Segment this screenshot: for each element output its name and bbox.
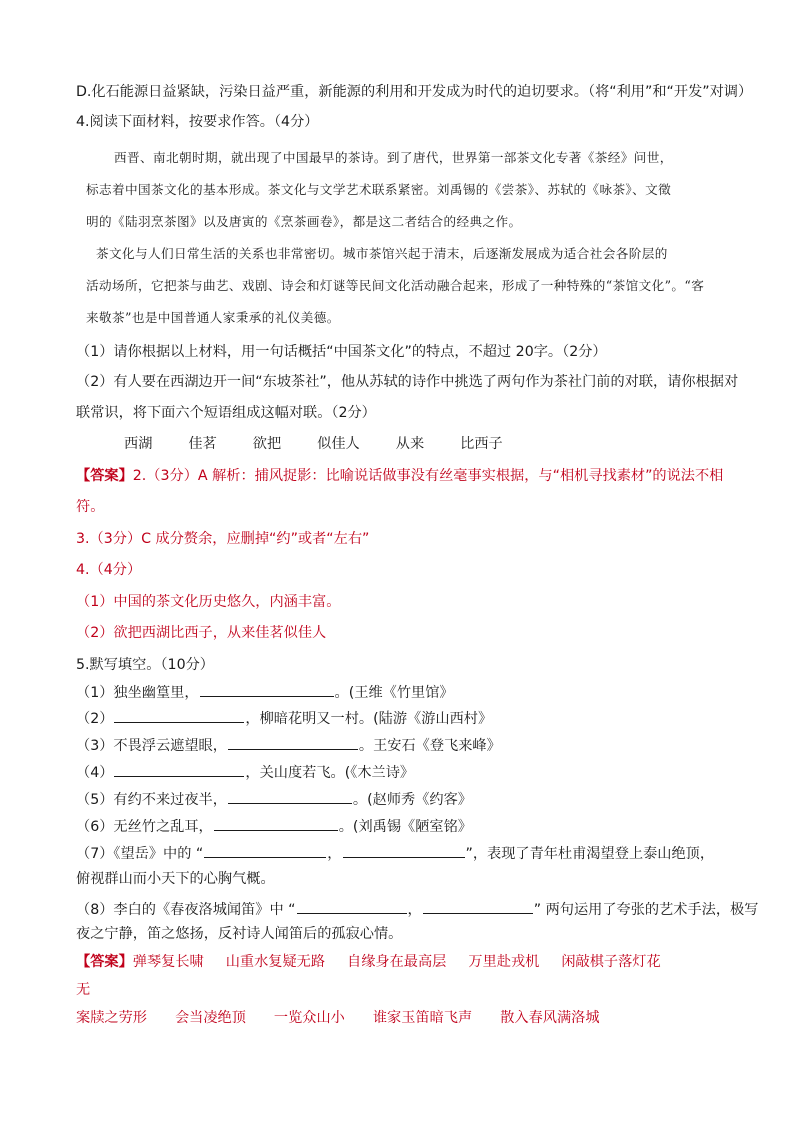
answer-item: 自缘身在最高层 [347, 954, 447, 970]
q5-title: 5.默写填空。（10分） [76, 657, 214, 673]
answer-blank[interactable] [343, 842, 465, 858]
phrase: 西湖 [124, 436, 153, 452]
q5-item-7-line2: 俯视群山而小天下的心胸气概。 [76, 871, 275, 887]
phrase: 佳茗 [188, 436, 217, 452]
phrase: 欲把 [252, 436, 282, 452]
q5-item-8-line2: 夜之宁静，笛之悠扬，反衬诗人闻笛后的孤寂心情。 [76, 926, 403, 942]
q5-item-2 [76, 707, 492, 729]
item-text: ，柳暗花明又一村。(陆游《游山西村》 [245, 711, 493, 727]
answer-q2-text: 2.（3分）A 解析：捕风捉影：比喻说话做事没有丝毫事实根据，与“相机寻找素材”的说法不相 [132, 468, 724, 484]
answer-q4-2: （2）欲把西湖比西子，从来佳茗似佳人 [76, 625, 327, 641]
answer-item: 万里赴戎机 [468, 954, 540, 970]
item-text: 。王安石《登飞来峰》 [358, 738, 501, 754]
answer-item: 山重水复疑无路 [225, 954, 326, 970]
item-text: ，关山度若飞。(《木兰诗》 [245, 765, 415, 781]
item-text: ， [407, 902, 422, 918]
item-text: （3）不畏浮云遮望眼， [76, 738, 227, 754]
material-line-1: 西晋、南北朝时期，就出现了中国最早的茶诗。到了唐代，世界第一部茶文化专著《茶经》问世， [114, 150, 673, 165]
answer-q5-row2 [76, 1008, 628, 1028]
material-line-3: 明的《陆羽烹茶图》以及唐寅的《烹茶画卷》，都是这二者结合的经典之作。 [86, 214, 522, 229]
item-text: ， [327, 846, 342, 862]
item-text: 。(刘禹锡《陋室铭》 [338, 819, 472, 835]
answer-tag: 【答案】 [76, 468, 133, 484]
answer-item: 案牍之劳形 [76, 1010, 147, 1026]
answer-q2-line1 [76, 466, 723, 486]
phrase: 似佳人 [317, 436, 360, 452]
answer-item: 闲敲棋子落灯花 [561, 954, 661, 970]
answer-q5-wrap: 无 [76, 982, 91, 998]
answer-q4-1: （1）中国的茶文化历史悠久，内涵丰富。 [76, 594, 341, 610]
answer-blank[interactable] [297, 898, 407, 914]
answer-blank[interactable] [114, 707, 244, 723]
material-line-4: 茶文化与人们日常生活的关系也非常密切。城市茶馆兴起于清末，后逐渐发展成为适合社会各阶层的 [96, 246, 668, 261]
q4-sub2-line1: （2）有人要在西湖边开一间“东坡茶社”，他从苏轼的诗作中挑选了两句作为茶社门前的对联，请你根据对 [76, 374, 739, 390]
item-text: ”，表现了青年杜甫渴望登上泰山绝顶， [465, 846, 715, 862]
item-text: ” 两句运用了夸张的艺术手法，极写 [533, 902, 759, 918]
answer-item: 谁家玉笛暗飞声 [372, 1010, 473, 1026]
answer-q2-line2: 符。 [76, 499, 105, 515]
answer-blank[interactable] [228, 788, 352, 804]
answer-item: 会当凌绝顶 [174, 1010, 246, 1026]
item-text: 。(赵师秀《约客》 [352, 792, 472, 808]
answer-blank[interactable] [228, 734, 358, 750]
q5-item-4 [76, 761, 414, 783]
answer-tag: 【答案】 [76, 954, 133, 970]
q4-sub2-line2: 联常识，将下面六个短语组成这幅对联。（2分） [76, 405, 376, 421]
q4-title: 4.阅读下面材料，按要求作答。（4分） [76, 114, 319, 130]
phrase-list [124, 434, 539, 454]
phrase: 比西子 [460, 436, 503, 452]
material-line-2: 标志着中国茶文化的基本形成。茶文化与文学艺术联系紧密。刘禹锡的《尝茶》、苏轼的《咏茶》、文徵 [86, 182, 672, 197]
answer-q5-row1 [76, 952, 683, 972]
material-line-6: 来敬茶”也是中国普通人家秉承的礼仪美德。 [86, 310, 340, 325]
item-text: （6）无丝竹之乱耳， [76, 819, 213, 835]
q5-item-7 [76, 842, 714, 864]
item-text: （5）有约不来过夜半， [76, 792, 227, 808]
answer-item: 一览众山小 [273, 1010, 345, 1026]
item-text: （2） [76, 711, 114, 727]
q1-option-d: D.化石能源日益紧缺，污染日益严重，新能源的利用和开发成为时代的迫切要求。（将“利用”和“开发”对调） [76, 84, 753, 100]
answer-blank[interactable] [423, 898, 533, 914]
answer-q3: 3.（3分）C 成分赘余，应删掉“约”或者“左右” [76, 531, 370, 547]
q5-item-3 [76, 734, 501, 756]
q5-item-1 [76, 681, 454, 703]
q5-item-5 [76, 788, 472, 810]
material-line-5: 活动场所，它把茶与曲艺、戏剧、诗会和灯谜等民间文化活动融合起来，形成了一种特殊的“茶馆文化”。“客 [86, 278, 705, 293]
item-text: （7）《望岳》中的 “ [76, 846, 204, 862]
answer-q4: 4.（4分） [76, 562, 142, 578]
item-text: （1）独坐幽篁里， [76, 685, 199, 701]
answer-blank[interactable] [114, 761, 244, 777]
answer-item: 散入春风满洛城 [500, 1010, 600, 1026]
item-text: （8）李白的《春夜洛城闻笛》中 “ [76, 902, 296, 918]
q4-sub1: （1）请你根据以上材料，用一句话概括“中国茶文化”的特点，不超过 20字。（2分） [76, 344, 607, 360]
answer-blank[interactable] [200, 681, 334, 697]
item-text: 。(王维《竹里馆》 [334, 685, 454, 701]
answer-blank[interactable] [214, 815, 338, 831]
item-text: （4） [76, 765, 114, 781]
q5-item-6 [76, 815, 472, 837]
answer-item: 弹琴复长啸 [132, 954, 204, 970]
q5-item-8 [76, 898, 758, 920]
answer-blank[interactable] [204, 842, 326, 858]
phrase: 从来 [395, 436, 425, 452]
